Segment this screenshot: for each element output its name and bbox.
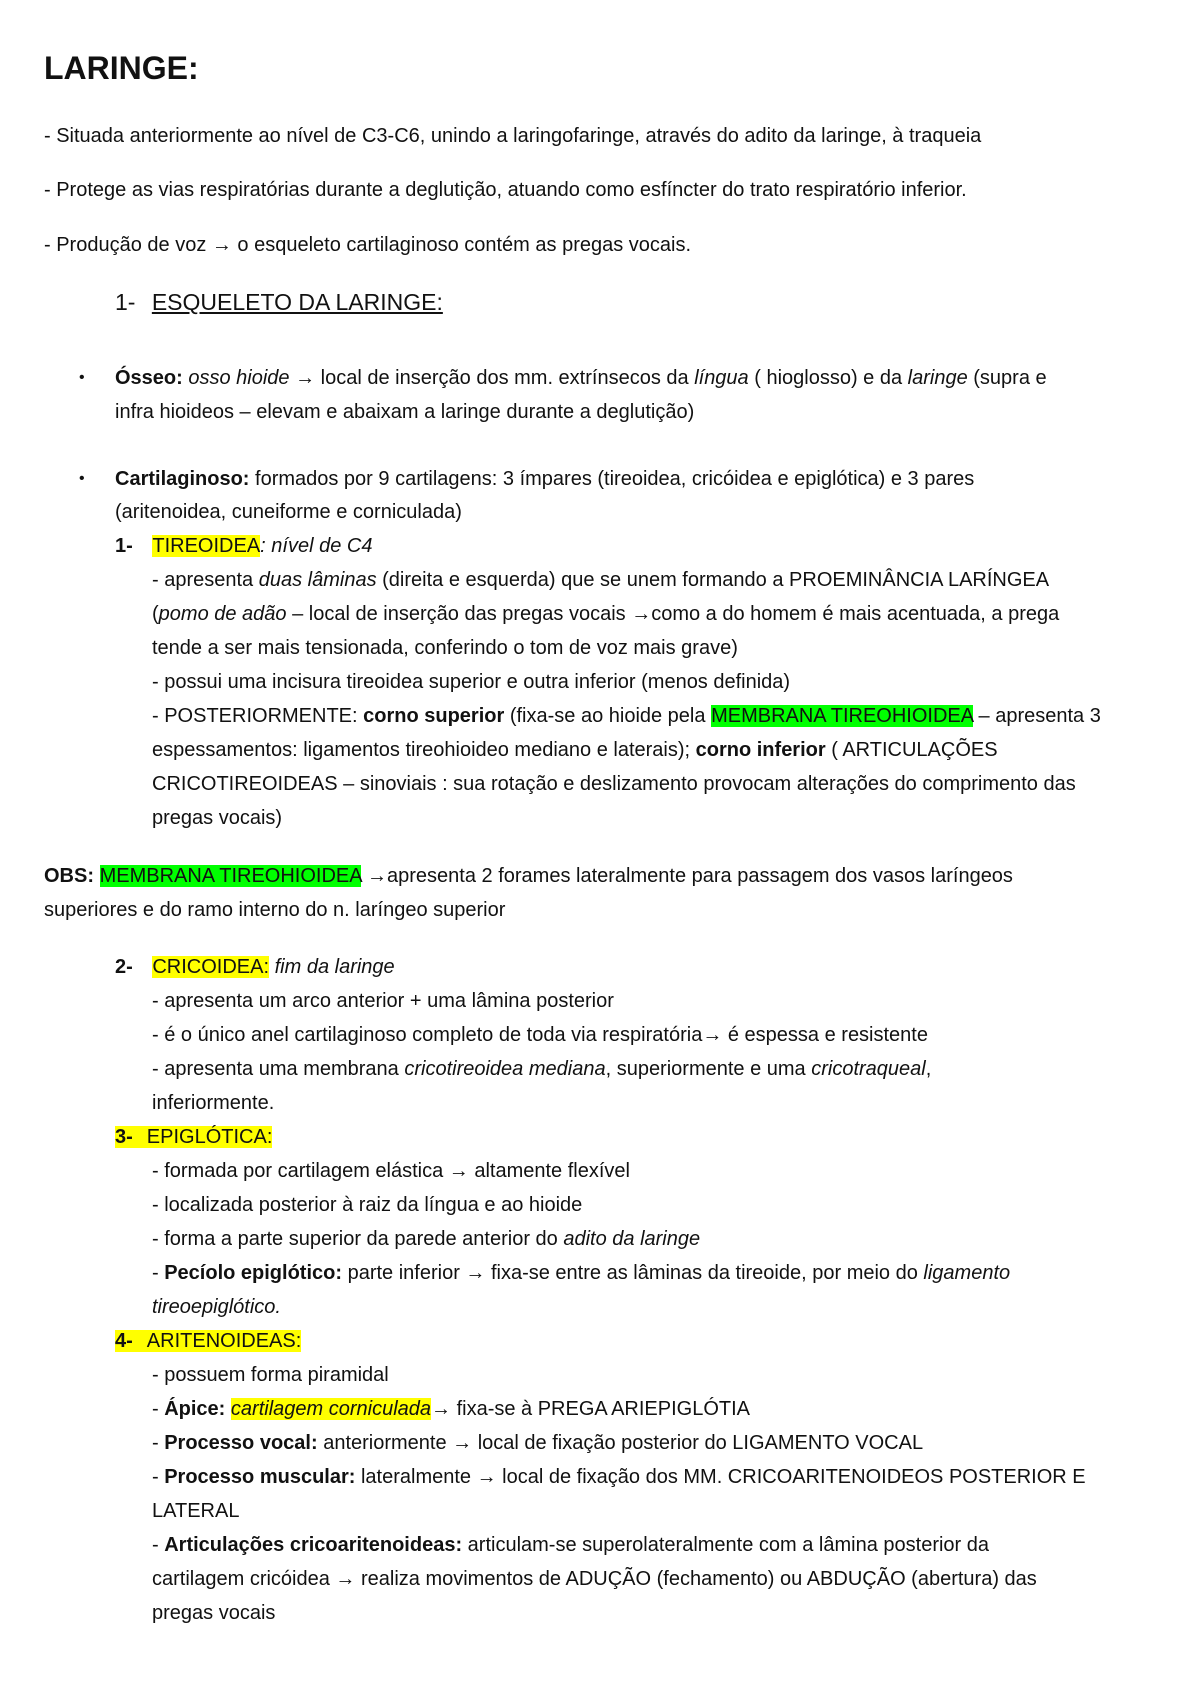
text: - <box>152 1534 165 1556</box>
cricoidea-number: 2- <box>115 956 133 978</box>
tireoidea-line-6 <box>152 738 998 762</box>
tireoidea-line-7: CRICOTIREOIDEAS – sinoviais : sua rotação e deslizamento provocam alterações do comprimento das <box>152 773 1076 795</box>
section-heading <box>115 290 443 314</box>
section-number: 1- <box>115 289 136 315</box>
osseo-label: Ósseo: <box>115 367 183 389</box>
text: – apresenta 3 <box>972 705 1101 727</box>
epiglotica-line-1: - formada por cartilagem elástica → altamente flexível <box>152 1160 630 1182</box>
term: Articulações cricoaritenoideas: <box>164 1534 463 1556</box>
aritenoideas-line-2 <box>152 1397 750 1421</box>
text: – local de inserção das pregas vocais →como a do homem é mais acentuada, a prega <box>286 603 1060 625</box>
bullet-cartilaginoso: • <box>79 470 85 487</box>
aritenoideas-line-8: pregas vocais <box>152 1602 276 1624</box>
highlight-membrana: MEMBRANA TIREOHIOIDEA <box>99 865 362 887</box>
cricoidea-line-1: - apresenta um arco anterior + uma lâmina posterior <box>152 990 614 1012</box>
cricoidea-line-3 <box>152 1057 931 1081</box>
tireoidea-name: TIREOIDEA <box>152 535 261 557</box>
term: adito da laringe <box>563 1228 701 1250</box>
term: ligamento <box>923 1262 1011 1284</box>
osseo-text-2: ( hioglosso) e da <box>748 367 908 389</box>
term: cricotraqueal <box>811 1058 926 1080</box>
cartilaginoso-text: formados por 9 cartilagens: 3 ímpares (tireoidea, cricóidea e epiglótica) e 3 pares <box>249 468 975 490</box>
text: →apresenta 2 forames lateralmente para passagem dos vasos laríngeos <box>361 865 1013 887</box>
cricoidea-sub: fim da laringe <box>269 956 395 978</box>
obs-line-1 <box>44 864 1013 888</box>
aritenoideas-line-7: cartilagem cricóidea → realiza movimentos de ADUÇÃO (fechamento) ou ABDUÇÃO (abertura) das <box>152 1568 1037 1590</box>
term: duas lâminas <box>258 569 377 591</box>
text: articulam-se superolateralmente com a lâmina posterior da <box>462 1534 990 1556</box>
osseo-text: → local de inserção dos mm. extrínsecos da <box>289 367 695 389</box>
text <box>94 865 100 887</box>
cartilaginoso-line-1 <box>115 467 974 491</box>
text: - <box>152 1262 165 1284</box>
text: - apresenta uma membrana <box>152 1058 405 1080</box>
intro-line-2: - Protege as vias respiratórias durante a deglutição, atuando como esfíncter do trato respiratório inferior. <box>44 179 967 201</box>
term: cricotireoidea mediana <box>404 1058 606 1080</box>
text: anteriormente → local de fixação posterior do LIGAMENTO VOCAL <box>317 1432 924 1454</box>
text: → fixa-se à PREGA ARIEPIGLÓTIA <box>431 1398 751 1420</box>
aritenoideas-line-5: LATERAL <box>152 1500 240 1522</box>
aritenoideas-heading <box>115 1329 301 1353</box>
osseo-term: osso hioide <box>188 367 290 389</box>
page-title: LARINGE: <box>44 50 199 86</box>
osseo-line-1 <box>115 366 1047 390</box>
text: - POSTERIORMENTE: <box>152 705 364 727</box>
term: corno superior <box>363 705 505 727</box>
aritenoideas-line-3 <box>152 1431 923 1455</box>
tireoidea-line-4: - possui uma incisura tireoidea superior e outra inferior (menos definida) <box>152 671 791 693</box>
text: , superiormente e uma <box>605 1058 812 1080</box>
text: ( ARTICULAÇÕES <box>825 739 998 761</box>
tireoidea-line-8: pregas vocais) <box>152 807 283 829</box>
tireoidea-line-5 <box>152 704 1101 728</box>
aritenoideas-number: 4- <box>115 1330 133 1352</box>
highlight-corniculada: cartilagem corniculada <box>230 1398 432 1420</box>
obs-line-2: superiores e do ramo interno do n. laríngeo superior <box>44 899 506 921</box>
epiglotica-line-2: - localizada posterior à raiz da língua e ao hioide <box>152 1194 583 1216</box>
epiglotica-heading <box>115 1125 272 1149</box>
text: - <box>152 1432 165 1454</box>
intro-line-1: - Situada anteriormente ao nível de C3-C6, unindo a laringofaringe, através do adito da laringe, à traqueia <box>44 125 982 147</box>
term: Processo muscular: <box>164 1466 356 1488</box>
osseo-text-3: (supra e <box>967 367 1047 389</box>
text: espessamentos: ligamentos tireohioideo mediano e laterais); <box>152 739 696 761</box>
obs-label: OBS: <box>44 865 94 887</box>
aritenoideas-line-4 <box>152 1465 1086 1489</box>
text: ( <box>152 603 159 625</box>
tireoidea-line-1 <box>152 568 1049 592</box>
tireoidea-level: : nível de C4 <box>260 535 373 557</box>
highlight-membrana: MEMBRANA TIREOHIOIDEA <box>711 705 973 727</box>
aritenoideas-line-6 <box>152 1533 989 1557</box>
epiglotica-name: EPIGLÓTICA: <box>133 1126 273 1148</box>
epiglotica-line-4 <box>152 1261 1010 1285</box>
cricoidea-heading <box>115 955 395 979</box>
text: lateralmente → local de fixação dos MM. CRICOARITENOIDEOS POSTERIOR E <box>355 1466 1086 1488</box>
tireoidea-heading <box>115 534 372 558</box>
tireoidea-number: 1- <box>115 535 133 557</box>
text: , <box>925 1058 932 1080</box>
tireoidea-line-2 <box>152 602 1059 626</box>
epiglotica-line-5: tireoepiglótico. <box>152 1296 281 1318</box>
text: (direita e esquerda) que se unem formando a PROEMINÂNCIA LARÍNGEA <box>376 569 1050 591</box>
term: Ápice: <box>164 1398 226 1420</box>
cricoidea-line-4: inferiormente. <box>152 1092 275 1114</box>
epiglotica-line-3 <box>152 1227 700 1251</box>
cartilaginoso-label: Cartilaginoso: <box>115 468 250 490</box>
term: Pecíolo epiglótico: <box>164 1262 343 1284</box>
aritenoideas-line-1: - possuem forma piramidal <box>152 1364 389 1386</box>
epiglotica-number: 3- <box>115 1126 133 1148</box>
text: (fixa-se ao hioide pela <box>504 705 712 727</box>
term: corno inferior <box>695 739 826 761</box>
section-title: ESQUELETO DA LARINGE: <box>151 289 443 315</box>
text: parte inferior → fixa-se entre as lâminas da tireoide, por meio do <box>342 1262 924 1284</box>
bullet-osseo: • <box>79 369 85 386</box>
text: - forma a parte superior da parede anterior do <box>152 1228 564 1250</box>
osseo-line-2: infra hioideos – elevam e abaixam a laringe durante a deglutição) <box>115 401 695 423</box>
text: - <box>152 1466 165 1488</box>
tireoidea-line-3: tende a ser mais tensionada, conferindo o tom de voz mais grave) <box>152 637 738 659</box>
osseo-laringe: laringe <box>907 367 968 389</box>
cricoidea-line-2: - é o único anel cartilaginoso completo de toda via respiratória→ é espessa e resistente <box>152 1024 928 1046</box>
cricoidea-name: CRICOIDEA: <box>152 956 270 978</box>
text: - apresenta <box>152 569 259 591</box>
cartilaginoso-line-2: (aritenoidea, cuneiforme e corniculada) <box>115 501 462 523</box>
term: Processo vocal: <box>164 1432 318 1454</box>
osseo-lingua: língua <box>694 367 749 389</box>
text: - <box>152 1398 165 1420</box>
aritenoideas-name: ARITENOIDEAS: <box>133 1330 301 1352</box>
intro-line-3: - Produção de voz → o esqueleto cartilaginoso contém as pregas vocais. <box>44 234 692 256</box>
term: pomo de adão <box>158 603 287 625</box>
